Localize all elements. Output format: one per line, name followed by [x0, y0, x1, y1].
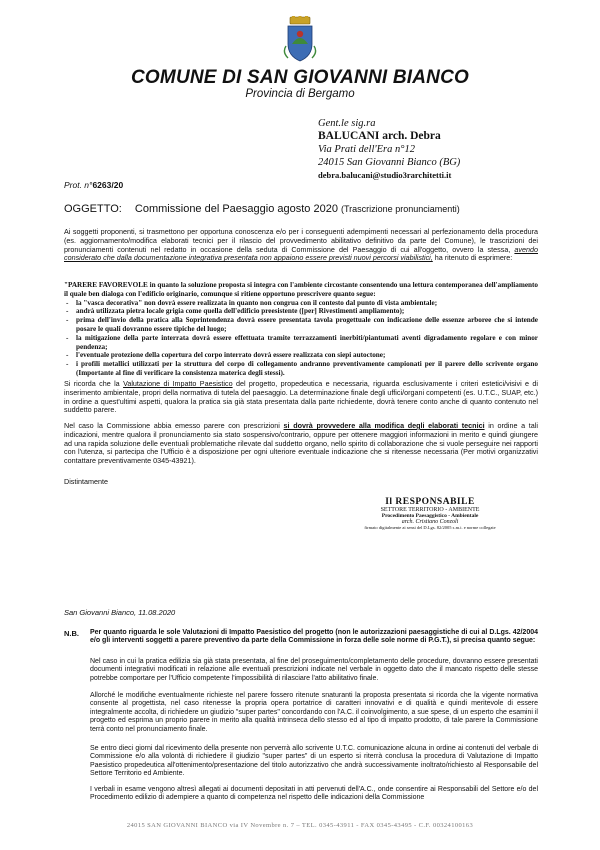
- opinion-block: [64, 281, 538, 378]
- nb-item: Nel caso in cui la pratica edilizia sia già stata presentata, al fine del proseguimento/completamento delle procedure, dovranno essere presentati documenti integrativi modificati in relazione alle eventuali prescrizioni indicate nel verbale in oggetto dato che il mancato rispetto delle stesse potrebbe comportare per l'Ufficio competente l'impossibilità di rilasciare l'atto abilitativo finale.: [90, 658, 538, 682]
- addressee-city: 24015 San Giovanni Bianco (BG): [318, 157, 461, 168]
- province-subtitle: Provincia di Bergamo: [245, 88, 355, 100]
- list-item: - andrà utilizzata pietra locale grigia come quella dell'edificio preesistente ([per] Rivestimenti ampliamento);: [64, 307, 538, 316]
- subject-label: OGGETTO:: [64, 203, 122, 215]
- protocol-label: Prot. n°: [64, 180, 93, 190]
- nb-head: Per quanto riguarda le sole Valutazioni di Impatto Paesistico del progetto (non le autorizzazioni paesaggistiche di cui al D.Lgs. 42/2004 e/o gli interventi soggetti a parere preventivo da parte della Commissione in forza delle sole norme di P.G.T.), si precisa quanto segue:: [90, 629, 538, 645]
- list-item: - l'eventuale protezione della copertura del corpo interrato dovrà essere realizzata con siepi autoctone;: [64, 351, 538, 360]
- nb-label: N.B.: [64, 629, 79, 638]
- footer-address: 24015 SAN GIOVANNI BIANCO via IV Novembre n. 7 – TEL. 0345-43911 - FAX 0345-43495 - C.F. 00324100163: [126, 822, 474, 829]
- paragraph-prescriptions: Nel caso la Commissione abbia emesso parere con prescrizioni si dovrà provvedere alla modifica degli elaborati tecnici in ordine a tali indicazioni, mentre qualora il pronunciamento sia stato sospensivo/contrario, oppure per ottenere maggiori informazioni in merito e quindi giungere ad una rapida soluzione delle eventuali problematiche rilevate dal suddetto organo, nello spirito di collaborazione che si vuole perseguire nei rapporti con l'utenza, si partecipa che l'Ufficio è a disposizione per ogni ulteriore eventuale indicazione che si ritenesse necessaria (Per motivi organizzativi contattare preventivamente 0345-43921).: [64, 421, 538, 466]
- prescription-list: [64, 299, 538, 378]
- subject-note: (Trascrizione pronunciamenti): [341, 204, 460, 214]
- protocol-number: [64, 180, 123, 190]
- signature-digital-note: firmato digitalmente ai sensi del D.Lgs. 82/2005 s.m.i. e norme collegate: [364, 525, 496, 530]
- addressee-greeting: Gent.le sig.ra: [318, 118, 376, 129]
- addressee-email: debra.balucani@studio3rarchitetti.it: [318, 170, 452, 180]
- signature-sector: SETTORE TERRITORIO - AMBIENTE: [380, 507, 480, 513]
- nb-item: Se entro dieci giorni dal ricevimento della presente non perverrà allo scrivente U.T.C. comunicazione alcuna in ordine ai contenuti del verbale di Commissione e/o alla volontà di richiedere il giudizio "super partes" di un esperto si riterrà conclusa la procedura di Valutazione di Impatto Paesistico propedeutica all'ottenimento/presentazione del titolo autorizzativo che andrà successivamente inoltrato/richiesto al Responsabile del Settore Territorio ed Ambiente.: [90, 745, 538, 778]
- addressee-name: BALUCANI arch. Debra: [318, 130, 441, 142]
- subject-title: Commissione del Paesaggio agosto 2020: [134, 203, 338, 215]
- nb-item: Allorché le modifiche eventualmente richieste nel parere fossero ritenute snaturanti la proposta presentata si ricorda che la vigente normativa consente al progettista, nel caso ritenesse la propria opera portatrice di caratteri innovativi e di qualità e quindi meritevole di essere integralmente accolta, di richiedere un giudizio "super partes" concordando con l'A.C. il coinvolgimento, a sue spese, di un esperto che esamini il progetto ed esprima un proprio parere in merito alla qualità intrinseca dello stesso ed al tipo di impatto prodotto, di tale parere la Commissione terrà conto nel pronunciamento finale.: [90, 692, 538, 733]
- list-item: - prima dell'invio della pratica alla Soprintendenza dovrà essere presentata tavola progettuale con indicazione delle essenze arboree che si intende posare le quali dovranno essere tipiche del luogo;: [64, 316, 538, 334]
- nb-item: I verbali in esame vengono altresì allegati ai documenti depositati in atti pervenuti dell'A.C., onde consentire ai Responsabili del Settore e/o del Procedimento edilizio di adempiere a quanto di competenza nel rispetto delle indicazioni della Commissione: [90, 786, 538, 802]
- intro-paragraph: Ai soggetti proponenti, si trasmettono per opportuna conoscenza e/o per i conseguenti adempimenti necessari al perfezionamento della procedura (es. aggiornamento/modifica elaborati tecnici per il rilascio del provvedimento abilitativo definitivo da parte del Comune), le trascrizioni dei pronunciamenti contenuti nel redatto in occasione della seduta di Commissione del Paesaggio di cui all'oggetto, ovvero la stessa, avendo considerato che dalla documentazione integrativa presentata non appaiono essere previsti nuovi percorsi viabilistici, ha ritenuto di esprimere:: [64, 227, 538, 263]
- date-line: San Giovanni Bianco, 11.08.2020: [64, 608, 176, 617]
- list-item: - la mitigazione della parte interrata dovrà essere effettuata tramite terrazzamenti inerbiti/piantumati aventi digradamento regolare e con minor pendenza;: [64, 334, 538, 352]
- signature-person: arch. Cristiano Conzoli: [401, 519, 459, 525]
- subject-line: [64, 203, 460, 215]
- signature-role: Procedimento Paesaggistico - Ambientale: [381, 513, 479, 519]
- municipal-crest-logo: [282, 16, 318, 62]
- paragraph-vip: Si ricorda che la Valutazione di Impatto Paesistico del progetto, propedeutica e necessaria, riguarda esclusivamente i criteri estetici/visivi e di inserimento ambientale, propri della normativa di tutela del paesaggio. La determinazione finale degli uffici/organi competenti (es. U.T.C., SUAP, etc.) in ordine a quest'ultimi aspetti, qualora la pratica sia già stata presentata dalla parte richiedente, dovrà tenere conto anche di quanto contenuto nel suddetto parere.: [64, 379, 539, 415]
- addressee-block: [318, 117, 588, 182]
- addressee-street: Via Prati dell'Era n°12: [318, 144, 415, 155]
- opinion-head: "PARERE FAVOREVOLE in quanto la soluzione proposta si integra con l'ambiente circostante consentendo una lettura contemporanea dell'ampliamento il quale ben dialoga con l'edificio originario, comunque si ritiene opportuno prescrivere quanto segue:: [64, 281, 538, 298]
- list-item: - la "vasca decorativa" non dovrà essere realizzata in quanto non congrua con il contesto dal punto di vista ambientale;: [64, 299, 538, 308]
- signature-title: Il RESPONSABILE: [385, 497, 475, 507]
- municipality-title: COMUNE DI SAN GIOVANNI BIANCO: [131, 67, 469, 88]
- signature-block: [330, 497, 530, 530]
- list-item: - i profili metallici utilizzati per la struttura del corpo di collegamento andranno preventivamente campionati per il parere dello scrivente organo (Importante al fine di verificare la consistenza materica degli stessi).: [64, 360, 538, 378]
- protocol-value: 6263/20: [92, 180, 124, 190]
- closing-text: Distintamente: [64, 477, 108, 486]
